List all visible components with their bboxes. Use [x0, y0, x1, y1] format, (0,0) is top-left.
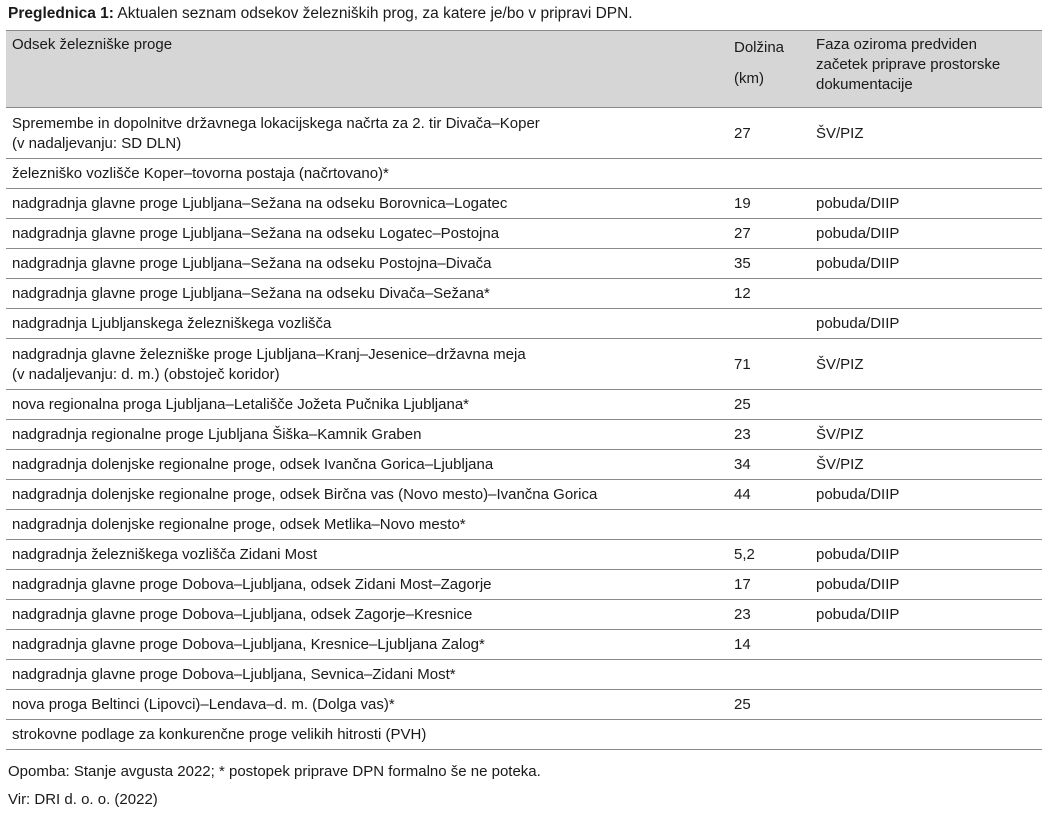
section-line1: strokovne podlage za konkurenčne proge velikih hitrosti (PVH)	[12, 725, 427, 743]
cell-phase	[810, 510, 1042, 540]
section-line1: nova proga Beltinci (Lipovci)–Lendava–d. m. (Dolga vas)*	[12, 695, 395, 713]
cell-phase: ŠV/PIZ	[810, 420, 1042, 450]
cell-phase	[810, 279, 1042, 309]
cell-section	[6, 339, 720, 390]
table-row	[6, 630, 1042, 660]
cell-phase: ŠV/PIZ	[810, 108, 1042, 159]
cell-section	[6, 309, 720, 339]
header-phase-line1: Faza oziroma predviden	[816, 36, 977, 53]
cell-section	[6, 450, 720, 480]
header-phase-line2: začetek priprave prostorske	[816, 56, 1001, 73]
table-row	[6, 510, 1042, 540]
table-row	[6, 570, 1042, 600]
table-row	[6, 450, 1042, 480]
caption-text: Aktualen seznam odsekov železniških prog, za katere je/bo v pripravi DPN.	[113, 5, 633, 22]
cell-length: 23	[720, 600, 810, 630]
table-row	[6, 600, 1042, 630]
section-line2: (v nadaljevanju: d. m.) (obstoječ koridor)	[12, 365, 280, 383]
table-row	[6, 420, 1042, 450]
cell-section	[6, 570, 720, 600]
section-line1: nadgradnja glavne proge Ljubljana–Sežana na odseku Logatec–Postojna	[12, 224, 500, 242]
cell-length: 25	[720, 390, 810, 420]
caption-label: Preglednica 1:	[8, 5, 114, 22]
cell-phase	[810, 390, 1042, 420]
section-line1: nadgradnja glavne proge Ljubljana–Sežana na odseku Divača–Sežana*	[12, 284, 490, 302]
cell-length: 19	[720, 189, 810, 219]
cell-section	[6, 630, 720, 660]
section-line1: nova regionalna proga Ljubljana–Letališče Jožeta Pučnika Ljubljana*	[12, 395, 469, 413]
cell-section	[6, 159, 720, 189]
cell-phase	[810, 660, 1042, 690]
cell-length: 44	[720, 480, 810, 510]
section-line1: nadgradnja glavne proge Dobova–Ljubljana, odsek Zagorje–Kresnice	[12, 605, 473, 623]
section-line2: (v nadaljevanju: SD DLN)	[12, 134, 182, 152]
cell-section	[6, 540, 720, 570]
cell-phase: pobuda/DIIP	[810, 480, 1042, 510]
table-row	[6, 540, 1042, 570]
cell-phase	[810, 690, 1042, 720]
cell-section	[6, 189, 720, 219]
table-row	[6, 339, 1042, 390]
table-row	[6, 480, 1042, 510]
section-line1: nadgradnja glavne proge Dobova–Ljubljana, Sevnica–Zidani Most*	[12, 665, 456, 683]
cell-length: 27	[720, 108, 810, 159]
cell-section	[6, 279, 720, 309]
header-length-line2: (km)	[734, 70, 764, 87]
cell-section	[6, 249, 720, 279]
section-line1: nadgradnja dolenjske regionalne proge, odsek Metlika–Novo mesto*	[12, 515, 466, 533]
section-line1: nadgradnja glavne železniške proge Ljubljana–Kranj–Jesenice–državna meja	[12, 345, 526, 363]
section-line1: nadgradnja Ljubljanskega železniškega vozlišča	[12, 314, 332, 332]
cell-length: 5,2	[720, 540, 810, 570]
section-line1: nadgradnja glavne proge Dobova–Ljubljana, odsek Zidani Most–Zagorje	[12, 575, 492, 593]
cell-section	[6, 690, 720, 720]
section-line1: nadgradnja dolenjske regionalne proge, odsek Birčna vas (Novo mesto)–Ivančna Gorica	[12, 485, 598, 503]
cell-phase	[810, 159, 1042, 189]
table-header-row	[6, 31, 1042, 108]
cell-section	[6, 660, 720, 690]
cell-phase: pobuda/DIIP	[810, 600, 1042, 630]
cell-length	[720, 720, 810, 750]
header-length-line1: Dolžina	[734, 39, 785, 56]
header-length	[720, 31, 810, 108]
cell-length	[720, 660, 810, 690]
table-row	[6, 660, 1042, 690]
table-row	[6, 108, 1042, 159]
cell-length: 71	[720, 339, 810, 390]
cell-length: 17	[720, 570, 810, 600]
table-row	[6, 390, 1042, 420]
table-row	[6, 249, 1042, 279]
section-line1: nadgradnja dolenjske regionalne proge, odsek Ivančna Gorica–Ljubljana	[12, 455, 494, 473]
cell-length	[720, 510, 810, 540]
cell-phase: pobuda/DIIP	[810, 219, 1042, 249]
cell-phase: ŠV/PIZ	[810, 339, 1042, 390]
cell-section	[6, 510, 720, 540]
cell-length: 27	[720, 219, 810, 249]
section-line1: nadgradnja železniškega vozlišča Zidani Most	[12, 545, 318, 563]
cell-section	[6, 480, 720, 510]
table-row	[6, 279, 1042, 309]
table-row	[6, 159, 1042, 189]
railway-sections-table	[6, 30, 1042, 750]
note-source: Vir: DRI d. o. o. (2022)	[8, 791, 158, 808]
table-row	[6, 309, 1042, 339]
cell-length: 25	[720, 690, 810, 720]
table-row	[6, 189, 1042, 219]
header-phase-line3: dokumentacije	[816, 76, 913, 93]
section-line1: nadgradnja glavne proge Ljubljana–Sežana na odseku Postojna–Divača	[12, 254, 492, 272]
section-line1: železniško vozlišče Koper–tovorna postaja (načrtovano)*	[12, 164, 389, 182]
cell-length: 35	[720, 249, 810, 279]
section-line1: nadgradnja glavne proge Dobova–Ljubljana, Kresnice–Ljubljana Zalog*	[12, 635, 485, 653]
cell-phase	[810, 630, 1042, 660]
table-caption	[6, 4, 1046, 30]
header-phase	[810, 31, 1042, 108]
cell-length: 23	[720, 420, 810, 450]
cell-section	[6, 390, 720, 420]
cell-phase: ŠV/PIZ	[810, 450, 1042, 480]
cell-phase: pobuda/DIIP	[810, 540, 1042, 570]
cell-section	[6, 600, 720, 630]
section-line1: Spremembe in dopolnitve državnega lokacijskega načrta za 2. tir Divača–Koper	[12, 114, 540, 132]
cell-section	[6, 720, 720, 750]
table-body	[6, 108, 1042, 750]
cell-section	[6, 420, 720, 450]
cell-length: 14	[720, 630, 810, 660]
table-row	[6, 219, 1042, 249]
section-line1: nadgradnja regionalne proge Ljubljana Šiška–Kamnik Graben	[12, 425, 422, 443]
table-notes	[6, 762, 1046, 818]
cell-length	[720, 159, 810, 189]
header-section: Odsek železniške proge	[6, 31, 720, 108]
cell-length: 12	[720, 279, 810, 309]
cell-phase: pobuda/DIIP	[810, 249, 1042, 279]
section-line1: nadgradnja glavne proge Ljubljana–Sežana na odseku Borovnica–Logatec	[12, 194, 508, 212]
note-remark: Opomba: Stanje avgusta 2022; * postopek priprave DPN formalno še ne poteka.	[8, 763, 541, 780]
cell-phase	[810, 720, 1042, 750]
cell-length: 34	[720, 450, 810, 480]
cell-phase: pobuda/DIIP	[810, 309, 1042, 339]
cell-length	[720, 309, 810, 339]
cell-phase: pobuda/DIIP	[810, 570, 1042, 600]
cell-phase: pobuda/DIIP	[810, 189, 1042, 219]
cell-section	[6, 219, 720, 249]
table-row	[6, 720, 1042, 750]
cell-section	[6, 108, 720, 159]
table-row	[6, 690, 1042, 720]
